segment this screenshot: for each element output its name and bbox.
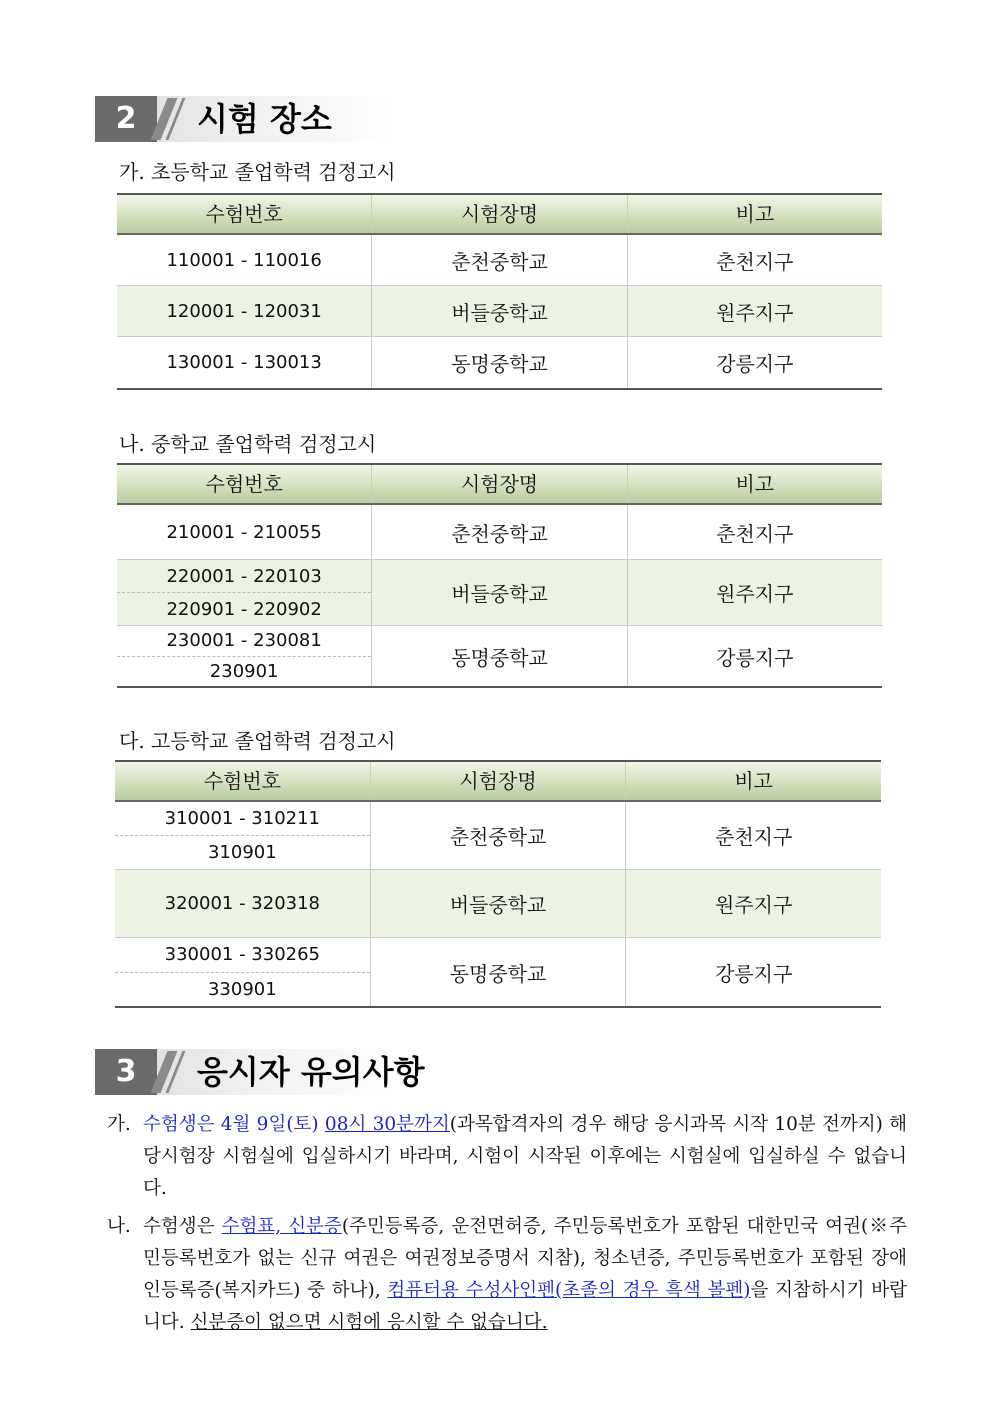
table-row <box>115 802 881 870</box>
remark-cell: 춘천지구 <box>716 521 794 546</box>
table-row <box>117 505 882 560</box>
notice-text-part: (과목합격자의 경우 해당 응시과목 시작 10분 전까지) 해당시험장 시험실에 입실하시기 바라며, 시험이 시작된 이후에는 시험실에 입실하실 수 없습니다. <box>143 1114 908 1199</box>
header-remark: 비고 <box>735 472 775 496</box>
exam-number-cell <box>115 938 371 1006</box>
entry-deadline: 08시 30분까지 <box>324 1114 450 1135</box>
exam-number-cell <box>117 560 372 625</box>
venue-cell: 버들중학교 <box>371 870 627 937</box>
header-exam-number: 수험번호 <box>117 465 372 503</box>
highlight-text: 수험생은 4월 9일(토) <box>143 1114 325 1135</box>
table-row <box>117 337 882 388</box>
venue-cell: 버들중학교 <box>372 560 627 625</box>
table-header <box>117 463 882 505</box>
header-remark: 비고 <box>734 769 773 793</box>
table-row <box>117 235 882 286</box>
venue-cell: 춘천중학교 <box>372 235 627 285</box>
remark-cell: 원주지구 <box>716 300 794 325</box>
middle-title: 나. 중학교 졸업학력 검정고시 <box>119 432 377 456</box>
header-venue: 시험장명 <box>372 465 627 503</box>
section-number: 3 <box>95 1049 157 1095</box>
high-table <box>115 760 881 1008</box>
notice-text <box>143 1109 907 1205</box>
venue-cell: 동명중학교 <box>372 626 627 686</box>
remark-cell: 강릉지구 <box>715 961 793 986</box>
exam-number-range: 230901 <box>117 656 371 687</box>
exam-number-range: 110001 - 110016 <box>117 235 372 285</box>
section-2-header <box>95 96 395 142</box>
elementary-title: 가. 초등학교 졸업학력 검정고시 <box>119 160 396 184</box>
exam-number-range: 120001 - 120031 <box>117 286 372 336</box>
table-row <box>117 560 882 626</box>
section-title: 응시자 유의사항 <box>197 1053 425 1091</box>
notice-item-required-items <box>107 1211 907 1339</box>
exam-number-range: 310901 <box>115 835 370 869</box>
table-header <box>117 193 882 235</box>
exam-number-range: 220001 - 220103 <box>166 565 322 587</box>
exam-number-range: 330901 <box>115 972 370 1007</box>
header-remark: 비고 <box>735 202 775 226</box>
required-documents: 수험표, 신분증 <box>221 1216 342 1237</box>
section-3-header <box>95 1049 425 1095</box>
required-pen: 컴퓨터용 수성사인펜(초졸의 경우 흑색 볼펜) <box>387 1280 751 1301</box>
remark-cell: 원주지구 <box>716 582 794 606</box>
remark-cell: 춘천지구 <box>716 249 794 274</box>
table-row <box>117 286 882 337</box>
header-venue: 시험장명 <box>372 195 627 233</box>
exam-number-range: 230001 - 230081 <box>166 630 322 652</box>
notice-text-part: 수험생은 <box>143 1216 222 1237</box>
remark-cell: 강릉지구 <box>716 645 794 670</box>
header-exam-number: 수험번호 <box>115 762 371 800</box>
elementary-table <box>117 193 882 390</box>
notice-marker: 가. <box>107 1114 131 1135</box>
header-exam-number: 수험번호 <box>117 195 372 233</box>
exam-number-range: 210001 - 210055 <box>117 505 372 559</box>
header-venue: 시험장명 <box>371 762 627 800</box>
exam-number-range: 130001 - 130013 <box>117 337 372 388</box>
table-row <box>117 626 882 686</box>
remark-cell: 원주지구 <box>715 893 793 917</box>
notice-text-part: 을 지참하시기 바랍니다. <box>143 1280 908 1333</box>
venue-cell: 춘천중학교 <box>372 505 627 559</box>
exam-number-cell <box>117 626 372 686</box>
section-title: 시험 장소 <box>197 100 332 138</box>
notice-text-part: (주민등록증, 운전면허증, 주민등록번호가 포함된 대한민국 여권(※주민등록번호가 없는 신규 여권은 여권정보증명서 지참), 청소년증, 주민등록번호가 포함된 장애인등록증(복지카드) 중 하나), <box>143 1216 907 1301</box>
high-title: 다. 고등학교 졸업학력 검정고시 <box>119 729 396 753</box>
table-row <box>115 938 881 1006</box>
section-number: 2 <box>95 96 157 142</box>
table-header <box>115 760 881 802</box>
middle-table <box>117 463 882 688</box>
exam-number-range: 330001 - 330265 <box>164 944 321 966</box>
notice-list <box>107 1109 907 1345</box>
exam-number-range: 310001 - 310211 <box>164 808 321 829</box>
notice-item-entry-time <box>107 1109 907 1205</box>
notice-text <box>143 1211 907 1339</box>
remark-cell: 춘천지구 <box>715 825 793 849</box>
venue-cell: 버들중학교 <box>372 286 627 336</box>
remark-cell: 강릉지구 <box>716 352 794 376</box>
notice-marker: 나. <box>107 1216 131 1237</box>
venue-cell: 춘천중학교 <box>371 802 627 869</box>
exam-number-range: 220901 - 220902 <box>117 592 371 625</box>
table-row <box>115 870 881 938</box>
exam-number-range: 320001 - 320318 <box>115 870 371 937</box>
venue-cell: 동명중학교 <box>371 938 627 1006</box>
exam-number-cell <box>115 802 371 869</box>
venue-cell: 동명중학교 <box>372 337 627 388</box>
id-warning: 신분증이 없으면 시험에 응시할 수 없습니다. <box>190 1312 548 1333</box>
